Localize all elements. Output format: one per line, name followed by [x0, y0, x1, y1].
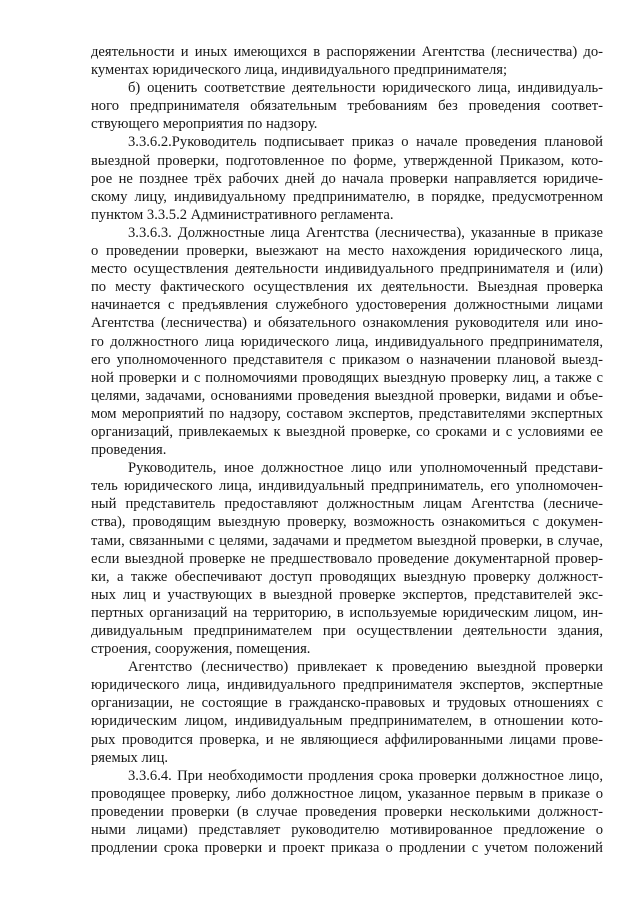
text-line: ной проверки и с полномочиями проводящих выездную проверку лиц, а также с — [91, 369, 603, 386]
document-page — [91, 43, 603, 857]
text-line: ряемых лиц. — [91, 749, 169, 766]
text-line: ными лицами) представляет руководителю мотивированное предложение о — [91, 822, 603, 839]
text-line: рое не позднее трёх рабочих дней до начала проверки направляется юридиче- — [91, 170, 603, 187]
text-line: юридическим лицом, индивидуальным предпринимателем, в отношении кото- — [91, 713, 603, 730]
text-line: ства), проводящим выездную проверку, возможность ознакомиться с докумен- — [91, 514, 603, 531]
text-line: если выездной проверке не предшествовало проведение документарной провер- — [91, 550, 603, 567]
text-line: продлении срока проверки и проект приказа о продлении с учетом положений — [91, 840, 603, 857]
text-line: о проведении проверки, выезжают на место нахождения юридического лица, — [91, 243, 603, 260]
text-line: проведении проверки (в случае проведения проверки несколькими должност- — [91, 803, 603, 820]
text-line: тами, связанными с целями, задачами и предметом выездной проверки, в случае, — [91, 532, 603, 549]
text-line: 3.3.6.4. При необходимости продления срока проверки должностное лицо, — [128, 767, 603, 784]
text-line: по месту фактического осуществления их деятельности. Выездная проверка — [91, 279, 603, 296]
text-line: Агентства (лесничества) и обязательного ознакомления руководителя или ино- — [91, 315, 603, 332]
text-line: мом мероприятий по надзору, составом экспертов, представителями экспертных — [91, 405, 603, 422]
text-line: юридического лица, индивидуального предпринимателя экспертов, экспертные — [91, 677, 603, 694]
text-line: Агентство (лесничество) привлекает к проведению выездной проверки — [128, 659, 603, 676]
text-line: го должностного лица юридического лица, индивидуального предпринимателя, — [91, 333, 603, 350]
text-line: выездной проверки, подготовленное по форме, утвержденной Приказом, кото- — [91, 152, 603, 169]
text-line: проводящее проверку, либо должностное лицом, указанное первым в приказе о — [91, 785, 603, 802]
text-line: ного предпринимателя обязательным требованиям без проведения соответ- — [91, 98, 603, 115]
text-line: ки, а также обеспечивают доступ проводящих выездную проверку должност- — [91, 568, 603, 585]
text-line: рых проводится проверка, и не являющиеся аффилированными лицами прове- — [91, 731, 603, 748]
text-line: б) оценить соответствие деятельности юридического лица, индивидуаль- — [128, 80, 603, 97]
text-line: строения, сооружения, помещения. — [91, 641, 311, 658]
text-line: 3.3.6.3. Должностные лица Агентства (лесничества), указанные в приказе — [128, 224, 603, 241]
text-line: место осуществления деятельности индивидуального предпринимателя и (или) — [91, 261, 603, 278]
text-line: организаций, привлекаемых к выездной проверке, со сроками и с условиями ее — [91, 423, 603, 440]
text-line: начинается с предъявления служебного удостоверения должностными лицами — [91, 297, 603, 314]
text-line: деятельности и иных имеющихся в распоряжении Агентства (лесничества) до- — [91, 44, 603, 60]
text-line: организации, не состоящие в гражданско-правовых и трудовых отношениях с — [91, 695, 603, 712]
text-line: Руководитель, иное должностное лицо или уполномоченный представи- — [128, 460, 603, 477]
text-line: проведения. — [91, 442, 167, 459]
text-line: 3.3.6.2.Руководитель подписывает приказ о начале проведения плановой — [128, 134, 603, 151]
text-line: целями, задачами, основаниями проведения выездной проверки, видами и объе- — [91, 387, 603, 404]
text-line: дивидуальным предпринимателем при осуществлении деятельности здания, — [91, 623, 603, 639]
text-line: пунктом 3.3.5.2 Административного регламента. — [91, 206, 394, 223]
text-line: ствующего мероприятия по надзору. — [91, 116, 318, 133]
text-line: скому лицу, индивидуальному предпринимателю, в порядке, предусмотренном — [91, 188, 603, 205]
text-line: пертных организаций на территорию, в используемые юридическим лицом, ин- — [91, 604, 603, 621]
text-line: ный представитель предоставляют должностным лицам Агентства (лесниче- — [91, 496, 603, 513]
text-line: его уполномоченного представителя с приказом о назначении плановой выезд- — [91, 351, 603, 368]
text-line: тель юридического лица, индивидуальный предприниматель, его уполномочен- — [91, 478, 603, 495]
text-line: ных лиц и участвующих в выездной проверке экспертов, представителей экс- — [91, 586, 603, 603]
text-line: кументах юридического лица, индивидуального предпринимателя; — [91, 62, 508, 79]
